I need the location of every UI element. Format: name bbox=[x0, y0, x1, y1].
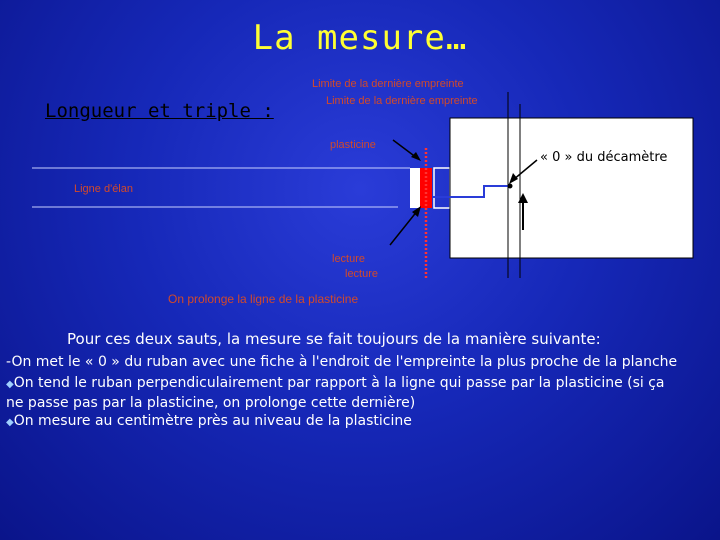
step-2-continued bbox=[6, 395, 415, 411]
limit-label-1: Limite de la dernière empreinte bbox=[312, 78, 464, 90]
takeoff-board bbox=[410, 168, 420, 208]
step-2-text: On tend le ruban perpendiculairement par rapport à la ligne qui passe par la plasticine (si ça bbox=[13, 375, 665, 391]
reading-label-1: lecture bbox=[332, 253, 366, 265]
reading-label-2: lecture bbox=[345, 268, 379, 280]
step-3 bbox=[6, 413, 412, 429]
decametre-zero-label: « 0 » du décamètre bbox=[540, 150, 668, 165]
reading-arrow bbox=[390, 210, 418, 245]
sand-pit bbox=[450, 118, 693, 258]
step-1-text: -On met le « 0 » du ruban avec une fiche à l'endroit de l'empreinte la plus proche de la planche bbox=[6, 354, 678, 370]
slide-title: La mesure… bbox=[252, 18, 468, 58]
takeoff-line-label: Ligne d'élan bbox=[74, 183, 133, 195]
plasticine-label: plasticine bbox=[330, 139, 376, 151]
step-2 bbox=[6, 375, 665, 391]
extend-caption: On prolonge la ligne de la plasticine bbox=[168, 292, 359, 306]
board-frame bbox=[434, 168, 450, 208]
step-1 bbox=[6, 354, 677, 370]
slide-subtitle: Longueur et triple : bbox=[45, 100, 274, 122]
step-2-continued-text: ne passe pas par la plasticine, on prolonge cette dernière) bbox=[6, 395, 416, 411]
diamond-bullet-icon: ◆ bbox=[6, 417, 14, 428]
diamond-bullet-icon: ◆ bbox=[6, 379, 14, 390]
step-3-text: On mesure au centimètre près au niveau de la plasticine bbox=[13, 413, 412, 429]
zero-point bbox=[508, 184, 513, 189]
intro-text: Pour ces deux sauts, la mesure se fait toujours de la manière suivante: bbox=[67, 330, 601, 348]
limit-label-2: Limite de la dernière empreinte bbox=[326, 95, 478, 107]
